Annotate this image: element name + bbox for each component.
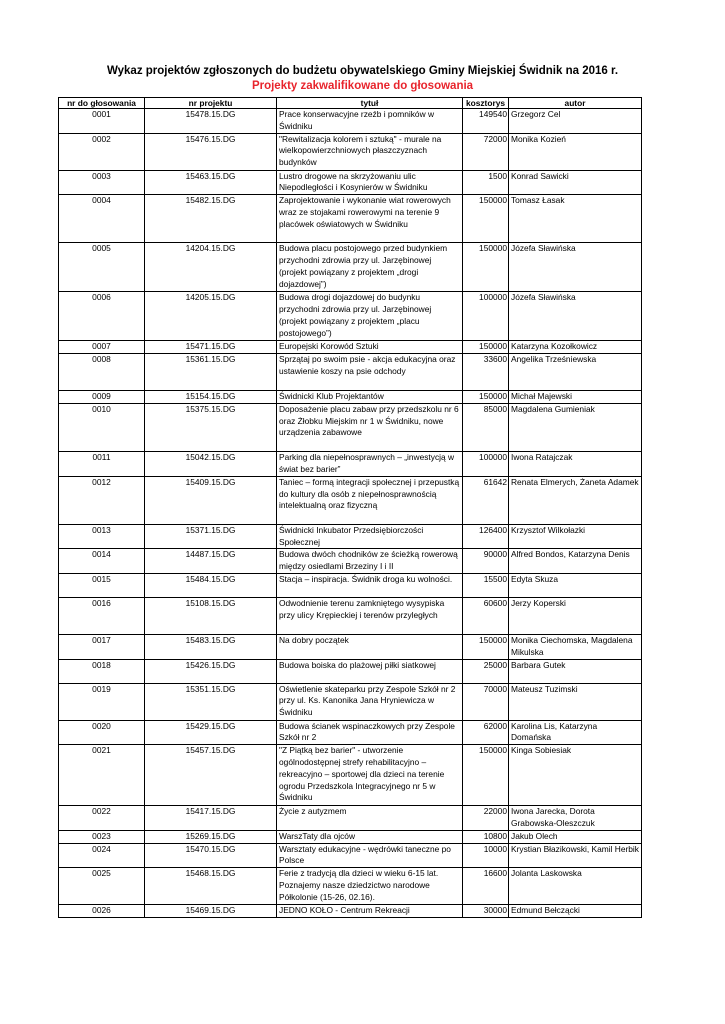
table-row — [59, 353, 642, 390]
cell-cost: 100000 — [463, 451, 509, 476]
cell-title: WarszTaty dla ojców — [277, 830, 463, 843]
cell-cost: 22000 — [463, 806, 509, 831]
table-row — [59, 745, 642, 806]
cell-author: Renata Elmerych, Żaneta Adamek — [509, 476, 642, 524]
cell-author: Katarzyna Kozołkowicz — [509, 341, 642, 354]
cell-title: Zaprojektowanie i wykonanie wiat rowerowych wraz ze stojakami rowerowymi na terenie 9 placówek oświatowych w Świdniku — [277, 195, 463, 243]
table-header-row — [59, 98, 642, 109]
cell-vote-number: 0019 — [59, 683, 145, 720]
cell-title: Świdnicki Inkubator Przedsiębiorczości Społecznej — [277, 524, 463, 549]
cell-title: "Rewitalizacja kolorem i sztuką" - murale na wielkopowierzchniowych płaszczyznach budynków — [277, 133, 463, 170]
cell-vote-number: 0025 — [59, 868, 145, 904]
table-row — [59, 597, 642, 634]
cell-vote-number: 0018 — [59, 659, 145, 683]
cell-project-number: 15463.15.DG — [145, 170, 277, 195]
table-row — [59, 170, 642, 195]
cell-vote-number: 0021 — [59, 745, 145, 806]
cell-author: Monika Ciechomska, Magdalena Mikulska — [509, 634, 642, 659]
cell-cost: 150000 — [463, 634, 509, 659]
cell-title: Parking dla niepełnosprawnych – „inwestycją w świat bez barier” — [277, 451, 463, 476]
table-row — [59, 843, 642, 868]
cell-author: Krzysztof Wilkołazki — [509, 524, 642, 549]
cell-cost: 1500 — [463, 170, 509, 195]
cell-title: Lustro drogowe na skrzyżowaniu ulic Niepodległości i Kosynierów w Świdniku — [277, 170, 463, 195]
cell-cost: 33600 — [463, 353, 509, 390]
cell-title: Europejski Korowód Sztuki — [277, 341, 463, 354]
cell-author: Angelika Trześniewska — [509, 353, 642, 390]
cell-project-number: 15470.15.DG — [145, 843, 277, 868]
cell-vote-number: 0001 — [59, 109, 145, 134]
cell-author: Karolina Lis, Katarzyna Domańska — [509, 720, 642, 745]
cell-project-number: 14487.15.DG — [145, 549, 277, 574]
column-header-author: autor — [509, 98, 642, 109]
cell-project-number: 15468.15.DG — [145, 868, 277, 904]
table-row — [59, 720, 642, 745]
cell-vote-number: 0008 — [59, 353, 145, 390]
column-header-title: tytuł — [277, 98, 463, 109]
cell-cost: 150000 — [463, 195, 509, 243]
cell-title: JEDNO KOŁO - Centrum Rekreacji — [277, 904, 463, 917]
cell-title: Oświetlenie skateparku przy Zespole Szkół nr 2 przy ul. Ks. Kanonika Jana Hryniewicza w Świdniku — [277, 683, 463, 720]
cell-author: Jerzy Koperski — [509, 597, 642, 634]
cell-vote-number: 0017 — [59, 634, 145, 659]
cell-author: Mateusz Tuzimski — [509, 683, 642, 720]
cell-cost: 149540 — [463, 109, 509, 134]
table-row — [59, 904, 642, 917]
cell-cost: 100000 — [463, 292, 509, 341]
cell-vote-number: 0014 — [59, 549, 145, 574]
cell-title: Stacja – inspiracja. Świdnik droga ku wolności. — [277, 573, 463, 597]
cell-project-number: 15478.15.DG — [145, 109, 277, 134]
cell-title: Świdnicki Klub Projektantów — [277, 390, 463, 403]
cell-author: Iwona Jarecka, Dorota Grabowska-Oleszczuk — [509, 806, 642, 831]
cell-vote-number: 0011 — [59, 451, 145, 476]
cell-cost: 60600 — [463, 597, 509, 634]
cell-title: Ferie z tradycją dla dzieci w wieku 6-15 lat. Poznajemy nasze dziedzictwo narodowe Półkolonie (15-26, 02.16). — [277, 868, 463, 904]
cell-cost: 25000 — [463, 659, 509, 683]
cell-cost: 150000 — [463, 390, 509, 403]
cell-vote-number: 0007 — [59, 341, 145, 354]
table-row — [59, 341, 642, 354]
cell-vote-number: 0006 — [59, 292, 145, 341]
cell-author: Edyta Skuza — [509, 573, 642, 597]
cell-vote-number: 0004 — [59, 195, 145, 243]
cell-project-number: 15483.15.DG — [145, 634, 277, 659]
cell-title: Budowa ścianek wspinaczkowych przy Zespole Szkół nr 2 — [277, 720, 463, 745]
cell-project-number: 15361.15.DG — [145, 353, 277, 390]
cell-vote-number: 0026 — [59, 904, 145, 917]
cell-cost: 70000 — [463, 683, 509, 720]
cell-cost: 150000 — [463, 341, 509, 354]
cell-vote-number: 0003 — [59, 170, 145, 195]
cell-project-number: 14205.15.DG — [145, 292, 277, 341]
cell-cost: 150000 — [463, 243, 509, 292]
cell-vote-number: 0005 — [59, 243, 145, 292]
cell-title: Sprzątaj po swoim psie - akcja edukacyjna oraz ustawienie koszy na psie odchody — [277, 353, 463, 390]
cell-author: Krystian Błazikowski, Kamil Herbik — [509, 843, 642, 868]
cell-cost: 16600 — [463, 868, 509, 904]
cell-title: Budowa placu postojowego przed budynkiem przychodni zdrowia przy ul. Jarzębinowej (projekt powiązany z projektem „drogi dojazdowej”) — [277, 243, 463, 292]
cell-vote-number: 0015 — [59, 573, 145, 597]
cell-project-number: 15476.15.DG — [145, 133, 277, 170]
cell-vote-number: 0024 — [59, 843, 145, 868]
cell-project-number: 15269.15.DG — [145, 830, 277, 843]
table-row — [59, 476, 642, 524]
cell-cost: 62000 — [463, 720, 509, 745]
table-row — [59, 195, 642, 243]
cell-cost: 15500 — [463, 573, 509, 597]
cell-author: Barbara Gutek — [509, 659, 642, 683]
document-title: Wykaz projektów zgłoszonych do budżetu obywatelskiego Gminy Miejskiej Świdnik na 2016 r. — [106, 65, 619, 77]
cell-author: Jolanta Laskowska — [509, 868, 642, 904]
cell-vote-number: 0010 — [59, 403, 145, 451]
cell-title: Odwodnienie terenu zamkniętego wysypiska przy ulicy Krępieckiej i terenów przyległych — [277, 597, 463, 634]
document-subtitle: Projekty zakwalifikowane do głosowania — [251, 80, 474, 92]
cell-author: Józefa Sławińska — [509, 243, 642, 292]
cell-title: Budowa dwóch chodników ze ścieżką rowerową między osiedlami Brzeziny I i II — [277, 549, 463, 574]
cell-project-number: 15469.15.DG — [145, 904, 277, 917]
cell-author: Edmund Bełczącki — [509, 904, 642, 917]
column-header-cost: kosztorys — [463, 98, 509, 109]
cell-author: Konrad Sawicki — [509, 170, 642, 195]
cell-author: Michał Majewski — [509, 390, 642, 403]
cell-author: Kinga Sobiesiak — [509, 745, 642, 806]
cell-project-number: 14204.15.DG — [145, 243, 277, 292]
table-row — [59, 243, 642, 292]
table-row — [59, 573, 642, 597]
cell-vote-number: 0009 — [59, 390, 145, 403]
cell-author: Tomasz Łasak — [509, 195, 642, 243]
cell-author: Józefa Sławińska — [509, 292, 642, 341]
cell-vote-number: 0023 — [59, 830, 145, 843]
cell-title: Życie z autyzmem — [277, 806, 463, 831]
table-body — [59, 109, 642, 918]
table-row — [59, 403, 642, 451]
cell-cost: 90000 — [463, 549, 509, 574]
cell-title: Prace konserwacyjne rzeźb i pomników w Świdniku — [277, 109, 463, 134]
table-row — [59, 634, 642, 659]
cell-project-number: 15409.15.DG — [145, 476, 277, 524]
cell-vote-number: 0020 — [59, 720, 145, 745]
cell-vote-number: 0016 — [59, 597, 145, 634]
column-header-nr: nr do głosowania — [59, 98, 145, 109]
cell-cost: 30000 — [463, 904, 509, 917]
table-row — [59, 292, 642, 341]
cell-project-number: 15457.15.DG — [145, 745, 277, 806]
cell-title: Budowa boiska do plażowej piłki siatkowej — [277, 659, 463, 683]
cell-author: Magdalena Gumieniak — [509, 403, 642, 451]
cell-cost: 85000 — [463, 403, 509, 451]
cell-project-number: 15482.15.DG — [145, 195, 277, 243]
cell-project-number: 15351.15.DG — [145, 683, 277, 720]
cell-project-number: 15471.15.DG — [145, 341, 277, 354]
cell-project-number: 15484.15.DG — [145, 573, 277, 597]
cell-title: Na dobry początek — [277, 634, 463, 659]
cell-vote-number: 0022 — [59, 806, 145, 831]
cell-author: Jakub Olech — [509, 830, 642, 843]
table-row — [59, 451, 642, 476]
table-row — [59, 524, 642, 549]
table-row — [59, 390, 642, 403]
cell-cost: 150000 — [463, 745, 509, 806]
cell-cost: 61642 — [463, 476, 509, 524]
cell-project-number: 15426.15.DG — [145, 659, 277, 683]
table-row — [59, 806, 642, 831]
cell-author: Monika Kozień — [509, 133, 642, 170]
table-row — [59, 133, 642, 170]
cell-vote-number: 0012 — [59, 476, 145, 524]
cell-title: Warsztaty edukacyjne - wędrówki taneczne po Polsce — [277, 843, 463, 868]
column-header-project-number: nr projektu — [145, 98, 277, 109]
cell-cost: 10800 — [463, 830, 509, 843]
table-row — [59, 830, 642, 843]
cell-author: Alfred Bondos, Katarzyna Denis — [509, 549, 642, 574]
cell-title: "Z Piątką bez barier" - utworzenie ogólnodostępnej strefy rehabilitacyjno – rekreacyjno – sportowej dla dzieci na terenie ogrodu Przedszkola Integracyjnego nr 5 w Świdniku — [277, 745, 463, 806]
cell-cost: 126400 — [463, 524, 509, 549]
cell-project-number: 15417.15.DG — [145, 806, 277, 831]
cell-title: Doposażenie placu zabaw przy przedszkolu nr 6 oraz Żłobku Miejskim nr 1 w Świdniku, nowe urządzenia zabawowe — [277, 403, 463, 451]
table-row — [59, 683, 642, 720]
table-row — [59, 109, 642, 134]
cell-project-number: 15429.15.DG — [145, 720, 277, 745]
cell-project-number: 15371.15.DG — [145, 524, 277, 549]
table-row — [59, 659, 642, 683]
table-row — [59, 868, 642, 904]
cell-title: Budowa drogi dojazdowej do budynku przychodni zdrowia przy ul. Jarzębinowej (projekt powiązany z projektem „placu postojowego”) — [277, 292, 463, 341]
table-row — [59, 549, 642, 574]
cell-author: Iwona Ratajczak — [509, 451, 642, 476]
cell-cost: 72000 — [463, 133, 509, 170]
projects-table — [58, 97, 642, 918]
cell-title: Taniec – formą integracji społecznej i przepustką do kultury dla osób z niepełnosprawnością intelektualną oraz fizyczną — [277, 476, 463, 524]
cell-author: Grzegorz Cel — [509, 109, 642, 134]
cell-vote-number: 0002 — [59, 133, 145, 170]
cell-project-number: 15042.15.DG — [145, 451, 277, 476]
cell-vote-number: 0013 — [59, 524, 145, 549]
cell-cost: 10000 — [463, 843, 509, 868]
cell-project-number: 15154.15.DG — [145, 390, 277, 403]
cell-project-number: 15108.15.DG — [145, 597, 277, 634]
cell-project-number: 15375.15.DG — [145, 403, 277, 451]
